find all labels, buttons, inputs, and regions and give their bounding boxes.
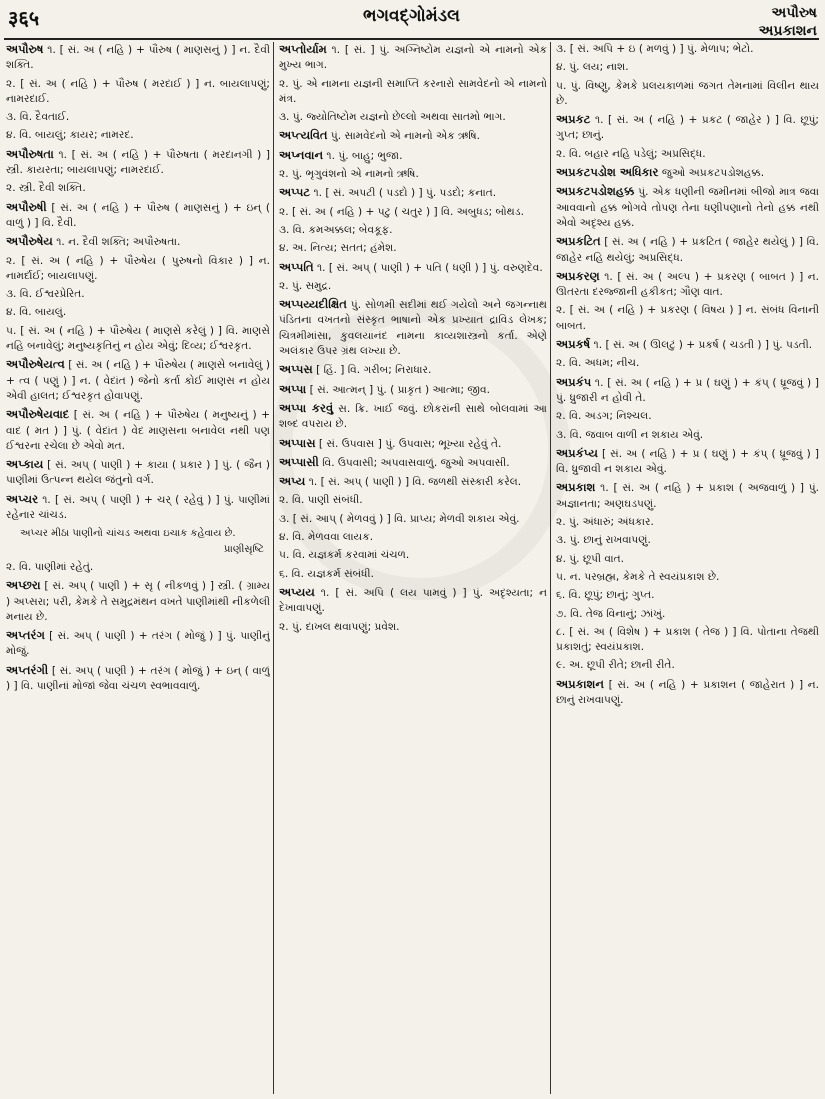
- definition-text: ૧. [ સં. અ ( ઊલટું ) + પ્રકર્ષ ( ચડતી ) ] પું. પડતી.: [590, 339, 813, 352]
- definition-text: ૩. [ સં. અપિ + ઇ ( મળવું ) ] પું. મેળાપ; ભેટો.: [556, 43, 754, 55]
- dictionary-entry: [556, 533, 819, 548]
- guide-word-first: અપૌરુષ: [771, 5, 817, 21]
- dictionary-entry: [279, 185, 547, 201]
- headword: અપ્પા કરવું: [279, 400, 334, 415]
- headword: અપ્પાસી: [279, 454, 319, 469]
- definition-text: ૧. [ સં. ] પું. અગ્નિષ્ટોમ યજ્ઞનો એ નામનો એક મુખ્ય ભાગ.: [279, 44, 547, 72]
- dictionary-entry: [556, 269, 819, 301]
- definition-text: પું. સોળમી સદીમાં થઈ ગયેલો અને જગન્નાથ પંડિતના વખતનો સંસ્કૃત ભાષાનો એક પ્રખ્યાત દ્રાવિડ લેખક; ચિત્રમીમાંસા, કુવલયાનંદ નામના કાવ્યશાસ્ત્રનો કર્તા. એણે અલંકાર ઉપર ગ્રંથ લખ્યા છે.: [279, 299, 547, 358]
- definition-text: ૩. વિ. કમઅક્કલ; બેવકૂફ.: [279, 223, 393, 236]
- headword: અપ્પતિ: [279, 259, 314, 274]
- definition-text: [ સં. અપ્ ( પાણી ) + કાયા ( પ્રકાર ) ] પું. ( જૈન ) પાણીમાં ઉત્પન્ન થયેલ જંતુનો વર્ગ.: [6, 459, 270, 487]
- definition-text: ૧. ન. દૈવી શક્તિ; અપૌરુષતા.: [52, 236, 181, 249]
- definition-text: ૫. વિ. યજ્ઞકર્મ કરવામાં ચંચળ.: [279, 549, 410, 562]
- dictionary-entry: [279, 567, 547, 582]
- headword: અપ્રકટ: [556, 112, 591, 127]
- headword: અપ્કાય: [6, 457, 44, 472]
- definition-text: [ હિં. ] વિ. ગરીબ; નિરાધાર.: [312, 364, 432, 377]
- headword: અપ્તરંગ: [6, 628, 45, 643]
- definition-text: [ સં. આત્મન્ ] પું. ( પ્રાકૃત ) આત્મા; જીવ.: [306, 383, 490, 396]
- dictionary-entry: [279, 279, 547, 294]
- dictionary-entry: [279, 585, 547, 617]
- definition-text: ૨. વિ. પાણી સંબંધી.: [279, 494, 363, 507]
- dictionary-entry: [6, 287, 270, 302]
- definition-text: ૨. વિ. અધમ; નીચ.: [556, 357, 640, 370]
- dictionary-entry: [6, 407, 270, 454]
- definition-text: ૧. [ સં. અપ્ ( પાણી ) + પતિ ( ધણી ) ] પું. વરુણદેવ.: [313, 261, 543, 274]
- dictionary-entry: [279, 148, 547, 164]
- headword: અપૌરુષેય: [6, 234, 53, 249]
- definition-text: ૨. પું. અંધારું; અંધકાર.: [556, 516, 654, 529]
- dictionary-entry: [6, 457, 270, 489]
- dictionary-entry: [6, 77, 270, 108]
- dictionary-entry: [279, 42, 547, 74]
- column-2: [279, 42, 547, 1094]
- definition-text: ૨. પું. એ નામના યજ્ઞની સમાપ્તિ કરનારો સામવેદનો એ નામનો મંત્ર.: [279, 77, 547, 105]
- definition-text: [ સં. અ ( નહિ ) + પ્રકાશન ( જાહેરાત ) ] ન. છાનું રાખવાપણું.: [556, 678, 819, 706]
- definition-text: [ સં. અ ( નહિ ) + પૌરુષેય ( મનુષ્યનું ) + વાદ ( મત ) ] પું. ( વેદાંત ) વેદ માણસના બનાવેલ નથી પણ ઈશ્વરના રચેલા છે એવો મત.: [6, 409, 270, 452]
- definition-text: ૧. [ સં. અ ( નહિ ) + પૌરુષતા ( મરદાનગી ) ] સ્ત્રી. કાયરતા; બાયલાપણું; નામરદાઈ.: [6, 148, 270, 177]
- dictionary-entry: [6, 492, 270, 524]
- definition-text: ૩. પું. જ્યોતિષ્ટોમ યજ્ઞનો છેલ્લો અથવા સાતમો ભાગ.: [279, 111, 506, 124]
- definition-text: ૪. પું. છૂપી વાત.: [556, 552, 624, 565]
- headword: અપ્પા: [279, 381, 307, 396]
- dictionary-entry: [279, 167, 547, 182]
- headword: અપ્રકર્ષ: [556, 337, 591, 352]
- definition-text: ૨. વિ. અડગ; નિશ્ચલ.: [556, 410, 652, 423]
- definition-text: ૧. [ સં. અ ( નહિ ) + પ્રકાશ ( અજવાળું ) ] પું. અજ્ઞાનતા; અણઘડપણું.: [556, 482, 819, 510]
- dictionary-entry: [556, 607, 819, 622]
- headword: અપૌરુષેયત્વ: [6, 357, 65, 372]
- headword: અપ્રકટપડોશ અધિકાર: [556, 165, 659, 180]
- headword: અપ્પટ: [279, 185, 311, 200]
- dictionary-entry: [279, 205, 547, 220]
- dictionary-entry: [6, 234, 270, 250]
- definition-text: ૨. [ સં. અ ( નહિ ) + પ્રકરણ ( વિષય ) ] ન. સંબંધ વિનાની બાબત.: [556, 304, 819, 332]
- dictionary-entry: [6, 663, 270, 695]
- definition-text: ૧. [ સં. અપ્ ( પાણી ) ] વિ. જળથી સંસ્કારી કરેલ.: [305, 476, 522, 489]
- dictionary-entry: [556, 112, 819, 144]
- column-3: [556, 42, 819, 1094]
- definition-text: પું. એક ધણીની જમીનમાં બીજો માત્ર જવા આવવાનો હક્ક ભોગવે તોપણ તેના ધણીપણાનો તેનો હક્ક નથી એવો અદૃશ્ય હક્ક.: [556, 186, 819, 229]
- dictionary-entry: [556, 446, 819, 478]
- column-divider: [550, 42, 551, 1094]
- definition-text: [ સં. અપ્ ( પાણી ) + તરંગ ( મોજું ) ] પું. પાણીનું મોજું.: [6, 630, 270, 658]
- definition-text: ૭. વિ. તેજ વિનાનું; ઝાંખું.: [556, 607, 666, 620]
- headword: અપૌરુષ: [6, 42, 44, 56]
- definition-text: ૬. વિ. યજ્ઞકર્મ સંબંધી.: [279, 567, 374, 580]
- dictionary-entry: [556, 165, 819, 181]
- dictionary-entry: [556, 79, 819, 110]
- headword: અપ્રકાશન: [556, 676, 604, 691]
- headword: અપ્રકંપ્ય: [556, 445, 598, 460]
- definition-text: ૨. [ સં. અ ( નહિ ) + પટુ ( ચતુર ) ] વિ. અબુધડ; બોથડ.: [279, 205, 524, 218]
- headword: અપ્પાસ: [279, 435, 316, 450]
- column-divider: [273, 42, 274, 1094]
- dictionary-entry: [6, 254, 270, 285]
- definition-text: ૪. વિ. બાયલું.: [6, 306, 67, 319]
- headword: અપ્પસ: [279, 362, 313, 377]
- column-1: [6, 42, 270, 1094]
- dictionary-entry: [556, 337, 819, 353]
- dictionary-entry: [279, 548, 547, 563]
- headword: અપ્તોર્યામ: [279, 42, 327, 56]
- headword: અપ્નવાન: [279, 147, 324, 162]
- usage-quote: [20, 526, 270, 557]
- dictionary-entry: [6, 560, 270, 575]
- dictionary-entry: [556, 184, 819, 231]
- headword: અપ્રકટિત: [556, 234, 601, 249]
- dictionary-entry: [556, 625, 819, 656]
- definition-text: ૧. [ સં. અપટી ( પડદો ) ] પું. પડદો; કનાત.: [310, 187, 497, 200]
- dictionary-entry: [6, 305, 270, 320]
- definition-text: ૧. [ સં. અ ( નહિ ) + પ્ર ( ઘણું ) + કંપ્ ( ધ્રૂજવું ) ] પું. ધ્રુજારી ન હોવી તે.: [556, 376, 819, 404]
- definition-text: ૨. વિ. પાણીમાં રહેતું.: [6, 560, 94, 573]
- dictionary-entry: [6, 181, 270, 196]
- dictionary-entry: [6, 147, 270, 179]
- headword: અપ્રકરણ: [556, 268, 600, 283]
- definition-text: [ સં. અ ( નહિ ) + પૌરુષેય ( માણસે બનાવેલું ) + ત્વ ( પણું ) ] ન. ( વેદાંત ) જેનો કર્તા કોઈ માણસ ન હોય એવી હાલત; ઈશ્વરકૃત હોવાપણું.: [6, 359, 270, 402]
- dictionary-entry: [279, 436, 547, 452]
- definition-text: ૨. પું. દાખલ થવાપણું; પ્રવેશ.: [279, 620, 400, 633]
- definition-text: ૪. વિ. બાયલું; કાયર; નામરદ.: [6, 129, 134, 142]
- headword: અપ્રકંપ: [556, 374, 592, 389]
- definition-text: [ સં. ઉપવાસ ] પું. ઉપવાસ; ભૂખ્યા રહેવું તે.: [315, 437, 502, 450]
- definition-text: ૨. [ સં. અ ( નહિ ) + પૌરુષેય ( પુરુષનો વિકાર ) ] ન. નામર્દાઈ; બાયલાપણું.: [6, 254, 270, 282]
- definition-text: ૪. અ. નિત્ય; સતત; હંમેશ.: [279, 242, 397, 255]
- headword: અપ્તરંગી: [6, 662, 49, 677]
- definition-text: [ સં. અ ( નહિ ) + પ્ર ( ઘણું ) + કંપ્ ( ધ્રૂજવું ) ] વિ. ધ્રુજાવી ન શકાય એવું.: [556, 447, 819, 476]
- dictionary-entry: [279, 297, 547, 359]
- dictionary-entry: [279, 110, 547, 125]
- definition-text: ૫. [ સં. અ ( નહિ ) + પૌરુષેય ( માણસે કરેલું ) ] વિ. માણસે નહિ બનાવેલું; મનુષ્યકૃતિનું ન હોય એવું; દિવ્ય; ઈશ્વરકૃત.: [6, 324, 270, 353]
- definition-text: જુઓ અપ્રકટપડોશહક્ક.: [658, 167, 765, 180]
- headword: અપ્રકટપડોશહક્ક: [556, 184, 635, 199]
- headword: અપ્છરા: [6, 578, 41, 593]
- dictionary-entry: [279, 128, 547, 144]
- dictionary-entry: [279, 362, 547, 378]
- headword: અપૌરુષી: [6, 199, 47, 214]
- dictionary-entry: [556, 60, 819, 75]
- dictionary-entry: [279, 401, 547, 433]
- definition-text: ૩. વિ. દૈવતાઈ.: [6, 111, 70, 124]
- dictionary-entry: [279, 530, 547, 545]
- dictionary-entry: [279, 260, 547, 276]
- quote-text: અપ્ચર મીઠા પાણીનો ચાંચડ અથવા ઇચાક કહેવાય છે.: [20, 528, 236, 540]
- headword: અપ્ય: [279, 474, 306, 489]
- dictionary-entry: [556, 515, 819, 530]
- dictionary-entry: [556, 552, 819, 567]
- dictionary-entry: [556, 588, 819, 603]
- dictionary-entry: [556, 42, 819, 57]
- dictionary-entry: [556, 234, 819, 266]
- dictionary-entry: [6, 324, 270, 355]
- headword: અપ્પય્યદીક્ષિત: [279, 297, 347, 312]
- definition-text: ૩. વિ. જવાબ વાળી ન શકાય એવું.: [556, 428, 704, 441]
- headword: અપૌરુષેયવાદ: [6, 407, 70, 422]
- definition-text: ૧. [ સં. અપ્ ( પાણી ) + ચર્ ( રહેવું ) ] પું. પાણીમાં રહેનાર ચાંચડ.: [6, 493, 270, 522]
- dictionary-entry: [6, 128, 270, 143]
- dictionary-entry: [279, 474, 547, 490]
- definition-text: ૫. પું. વિષ્ણુ, કેમકે પ્રલયકાળમાં જગત તેમનામાં વિલીન થાય છે.: [556, 79, 819, 107]
- definition-text: ૫. ન. પરબ્રહ્મ, કેમકે તે સ્વયંપ્રકાશ છે.: [556, 570, 720, 583]
- quote-source: પ્રાણીસૃષ્ટિ: [223, 543, 264, 555]
- dictionary-entry: [6, 628, 270, 660]
- dictionary-entry: [556, 658, 819, 673]
- definition-text: ૧. [ સં. અ ( અલ્પ ) + પ્રકરણ ( બાબત ) ] ન. ઊતરતા દરજ્જાની હકીકત; ગૌણ વાત.: [556, 270, 819, 299]
- guide-words: [759, 4, 817, 40]
- guide-word-last: અપ્રકાશન: [758, 23, 817, 39]
- definition-text: ૧. [ સં. અ ( નહિ ) + પૌરુષ ( માણસનું ) ] ન. દૈવી શક્તિ.: [6, 44, 270, 72]
- definition-text: ૧. [ સં. અપિ ( લય પામવું ) ] પું. અદૃશ્યતા; ન દેખાવાપણું.: [279, 586, 547, 615]
- dictionary-entry: [556, 147, 819, 162]
- definition-text: [ સં. અપ્ ( પાણી ) + સૃ ( નીકળવું ) ] સ્ત્રી. ( ગ્રામ્ય ) અપ્સરા; પરી, કેમકે તે સમુદ્રમંથન વખતે પાણીમાંથી નીકળેલી મનાય છે.: [6, 580, 270, 623]
- definition-text: ૪. પું. લય; નાશ.: [556, 61, 629, 74]
- dictionary-entry: [279, 455, 547, 471]
- dictionary-entry: [6, 200, 270, 232]
- definition-text: [ સં. અપ્ ( પાણી ) + તરંગ ( મોજું ) + ઇન્ ( વાળું ) ] વિ. પાણીનાં મોજાં જેવા ચંચળ સ્વભાવવાળું.: [6, 664, 270, 692]
- definition-text: [ સં. અ ( નહિ ) + પૌરુષ ( માણસનું ) + ઇન્ ( વાળું ) ] વિ. દૈવી.: [6, 201, 270, 229]
- header-rule: [4, 38, 819, 40]
- headword: અપૌરુષતા: [6, 146, 54, 161]
- dictionary-entry: [6, 357, 270, 404]
- dictionary-entry: [279, 77, 547, 108]
- dictionary-entry: [279, 512, 547, 527]
- definition-text: [ સં. અ ( નહિ ) + પ્રકટિત ( જાહેર થયેલું ) ] વિ. જાહેર નહિ થયેલું; અપ્રસિદ્ધ.: [556, 236, 819, 264]
- definition-text: ૩. વિ. ઈશ્વરપ્રેરિત.: [6, 288, 85, 301]
- page-header: [6, 2, 817, 40]
- dictionary-entry: [6, 578, 270, 625]
- definition-text: ૯. અ. છૂપી રીતે; છાની રીતે.: [556, 659, 675, 672]
- dictionary-entry: [279, 382, 547, 398]
- dictionary-entry: [556, 480, 819, 512]
- dictionary-entry: [279, 223, 547, 238]
- headword: અપ્યય: [279, 584, 315, 599]
- definition-text: ૮. [ સં. અ ( વિશેષ ) + પ્રકાશ ( તેજ ) ] વિ. પોતાના તેજથી પ્રકાશતું; સ્વયંપ્રકાશ.: [556, 625, 819, 654]
- definition-text: ૧. [ સં. અ ( નહિ ) + પ્રકટ ( જાહેર ) ] વિ. છૂપું; ગુપ્ત; છાનું.: [556, 114, 819, 142]
- definition-text: ૨. [ સં. અ ( નહિ ) + પૌરુષ ( મરદાઈ ) ] ન. બાયલાપણું; નામરદાઈ.: [6, 77, 270, 105]
- dictionary-entry: [6, 42, 270, 74]
- page-number: ३६५: [8, 6, 40, 30]
- dictionary-entry: [279, 241, 547, 256]
- definition-text: ૩. પું. છાનું રાખવાપણું.: [556, 534, 651, 547]
- dictionary-entry: [556, 428, 819, 443]
- definition-text: સ. ક્રિ. ખાઈ જવું. છોકરાંની સાથે બોલવામાં આ શબ્દ વપરાય છે.: [279, 402, 547, 431]
- definition-text: ૧. પું. બાહુ; ભુજા.: [323, 149, 403, 162]
- definition-text: ૨. પું. સમુદ્ર.: [279, 279, 332, 292]
- definition-text: ૬. વિ. છૂપું; છાનું; ગુપ્ત.: [556, 589, 655, 602]
- headword: અપ્ત્યવિત: [279, 128, 328, 143]
- dictionary-entry: [6, 110, 270, 125]
- definition-text: ૨. સ્ત્રી. દૈવી શક્તિ.: [6, 182, 86, 195]
- dictionary-entry: [279, 493, 547, 508]
- dictionary-entry: [279, 620, 547, 635]
- dictionary-entry: [556, 375, 819, 407]
- dictionary-entry: [556, 409, 819, 424]
- definition-text: ૪. વિ. મેળવવા લાયક.: [279, 531, 374, 544]
- definition-text: ૩. [ સં. આપ્ ( મેળવવું ) ] વિ. પ્રાપ્ય; મેળવી શકાય એવું.: [279, 512, 520, 525]
- page-title: ભગવદ્ગોમંડલ: [363, 6, 460, 26]
- dictionary-entry: [556, 570, 819, 585]
- dictionary-entry: [556, 677, 819, 709]
- definition-text: ૨. પું. ભૃગુવંશનો એ નામનો ઋષિ.: [279, 168, 419, 181]
- dictionary-entry: [556, 303, 819, 334]
- definition-text: પું. સામવેદનો એ નામનો એક ઋષિ.: [327, 130, 481, 143]
- headword: અપ્ચર: [6, 491, 39, 506]
- definition-text: વિ. ઉપવાસી; અપવાસવાળું. જુઓ અપવાસી.: [318, 456, 510, 469]
- dictionary-entry: [556, 356, 819, 371]
- definition-text: ૨. વિ. બહાર નહિ પડેલું; અપ્રસિદ્ધ.: [556, 147, 706, 160]
- headword: અપ્રકાશ: [556, 480, 596, 495]
